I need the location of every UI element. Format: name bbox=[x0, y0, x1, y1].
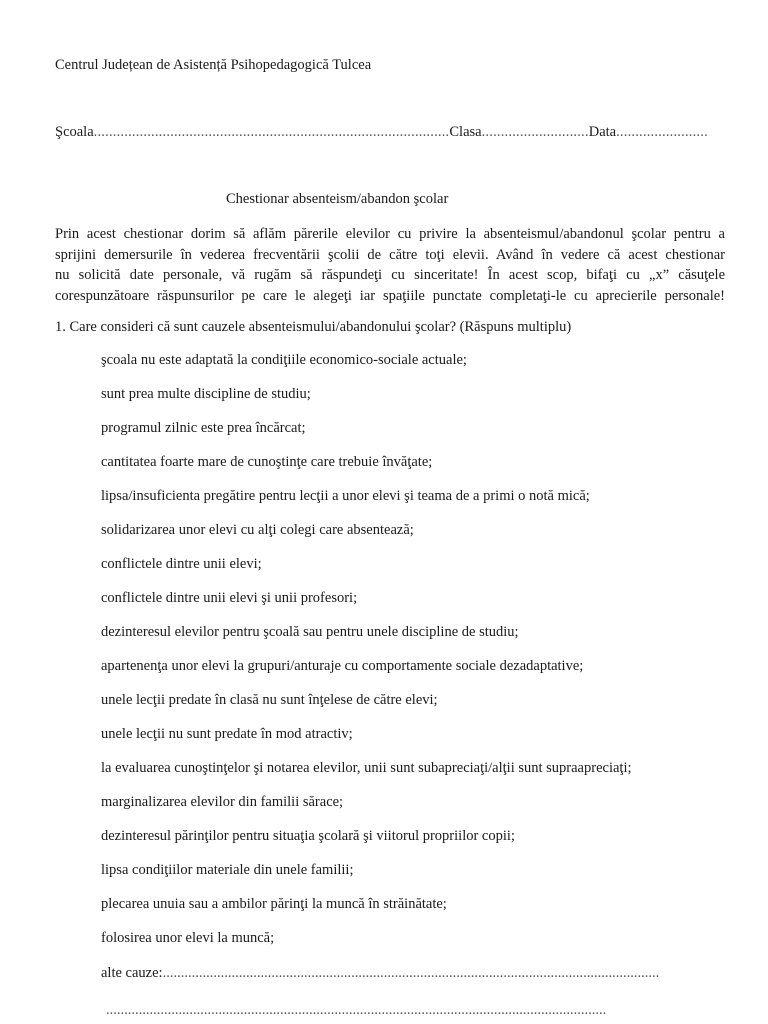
answer-option[interactable]: solidarizarea unor elevi cu alţi colegi care absentează; bbox=[101, 522, 414, 538]
other-causes-field[interactable]: ......................................................................................................................................... bbox=[162, 965, 660, 981]
answer-option[interactable]: conflictele dintre unii elevi şi unii profesori; bbox=[101, 590, 358, 606]
intro-paragraph bbox=[55, 224, 725, 306]
answer-option[interactable]: cantitatea foarte mare de cunoştinţe care trebuie învăţate; bbox=[101, 454, 433, 470]
question-1-text: 1. Care consideri că sunt cauzele absenteismului/abandonului şcolar? (Răspuns multiplu) bbox=[55, 319, 572, 335]
answer-option[interactable]: lipsa condiţiilor materiale din unele familii; bbox=[101, 862, 354, 878]
school-field[interactable]: ............................................................................................. bbox=[93, 124, 450, 140]
date-label: Data bbox=[588, 124, 617, 140]
answer-option[interactable]: unele lecţii predate în clasă nu sunt înţelese de către elevi; bbox=[101, 692, 438, 708]
answer-option[interactable]: sunt prea multe discipline de studiu; bbox=[101, 386, 311, 402]
answer-option[interactable]: unele lecţii nu sunt predate în mod atractiv; bbox=[101, 726, 353, 742]
answer-option[interactable]: programul zilnic este prea încărcat; bbox=[101, 420, 306, 436]
other-causes-label: alte cauze: bbox=[101, 965, 163, 981]
answer-option[interactable]: plecarea unuia sau a ambilor părinţi la muncă în străinătate; bbox=[101, 896, 447, 912]
answer-option[interactable]: dezinteresul elevilor pentru şcoală sau pentru unele discipline de studiu; bbox=[101, 624, 519, 640]
answer-option[interactable]: şcoala nu este adaptată la condiţiile economico-sociale actuale; bbox=[101, 352, 467, 368]
answer-option[interactable]: folosirea unor elevi la muncă; bbox=[101, 930, 275, 946]
institution-header: Centrul Județean de Asistență Psihopedagogică Tulcea bbox=[55, 57, 372, 73]
other-causes-continuation-field[interactable]: .......................................................................................................................................... bbox=[106, 1002, 607, 1018]
school-info-fields bbox=[55, 125, 720, 140]
school-label: Şcoala bbox=[55, 124, 94, 140]
date-field[interactable]: ........................ bbox=[616, 124, 708, 140]
intro-line: Prin acest chestionar dorim să aflăm părerile elevilor cu privire la absenteismul/abandonul şcolar pentru a bbox=[55, 226, 725, 242]
other-causes-line bbox=[101, 966, 659, 981]
answer-option[interactable]: lipsa/insuficienta pregătire pentru lecţii a unor elevi şi teama de a primi o notă mică; bbox=[101, 488, 590, 504]
answer-option[interactable]: marginalizarea elevilor din familii sărace; bbox=[101, 794, 344, 810]
page-title: Chestionar absenteism/abandon şcolar bbox=[226, 191, 449, 207]
answer-option[interactable]: conflictele dintre unii elevi; bbox=[101, 556, 262, 572]
question-1-options bbox=[101, 353, 632, 965]
answer-option[interactable]: la evaluarea cunoştinţelor şi notarea elevilor, unii sunt subapreciaţi/alţii sunt supraapreciaţi; bbox=[101, 760, 632, 776]
intro-line: nu solicită date personale, vă rugăm să răspundeţi cu sinceritate! În acest scop, bifaţi cu „x” căsuţele bbox=[55, 267, 725, 283]
answer-option[interactable]: dezinteresul părinţilor pentru situaţia şcolară şi viitorul propriilor copii; bbox=[101, 828, 515, 844]
intro-line: corespunzătoare răspunsurilor pe care le alegeţi iar spaţiile punctate completaţi-le cu aprecierile personale! bbox=[55, 287, 725, 304]
class-field[interactable]: ............................ bbox=[481, 124, 589, 140]
class-label: Clasa bbox=[449, 124, 482, 140]
answer-option[interactable]: apartenenţa unor elevi la grupuri/anturaje cu comportamente sociale dezadaptative; bbox=[101, 658, 584, 674]
intro-line: sprijini demersurile în vederea frecventării şcolii de către toţi elevii. Având în vedere că acest chestionar bbox=[55, 246, 725, 263]
